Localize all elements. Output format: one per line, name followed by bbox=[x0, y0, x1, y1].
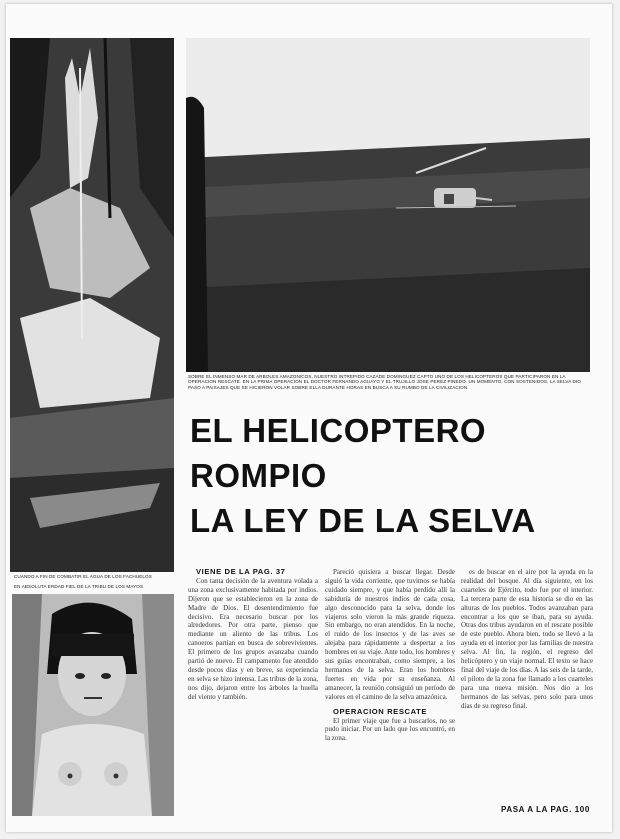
article-column-2 bbox=[325, 568, 455, 803]
operacion-rescate-heading: OPERACION RESCATE bbox=[333, 706, 428, 716]
headline-line-2: ROMPIO bbox=[190, 457, 327, 494]
headline-line-3: LA LEY DE LA SELVA bbox=[190, 502, 536, 539]
portrait-photo-graphic bbox=[12, 594, 174, 816]
article-text-col3: es de buscar en el aire por la ayuda en la realidad del bosque. Al día siguiente, en los cuarteles de Ejército, todo fue por el interior. La tercera parte de esta historia se dio en las alturas de los pueblos. Todos avanzaban para encontrar a los que se iban, para su ayuda. Otras dos tribus ayudaron en el rescate posible de este pueblo. Ahora bien, todo se llevó a la ayuda en el interior por las familias de nuestra selva. Al fin, la región, el regreso del helicóptero y un viaje normal. El texto se hace final del viaje de los días. A las seis de la tarde, el piloto de la zona fue llamado a los cuarteles para una nueva misión. Nos dio a los hermanos de las selvas, pero solo para unos días de su regreso final. bbox=[461, 568, 593, 710]
headline-line-1: EL HELICOPTERO bbox=[190, 412, 487, 449]
portrait-photo bbox=[12, 594, 174, 816]
article-text-col1: Con tanta decisión de la aventura volada a una zona exclusivamente habitada por indios. Dijeron que se establecieron en la zona de Madre de Dios. El desentendimiento fue decisivo. Era necesario buscar por los alrededores. Por otra parte, pienso que mediante un aliento de las tribus. Los canoeros partían en busca de sobrevivientes. El primero de los grupos avanzaba cuando partió de nuevo. El campamento fue atendido desde pocos días y en breve, su experiencia en selva se hizo intensa. Las tribus de la zona, nos dijo, dejaron entre los árboles la huella del viento y también. bbox=[188, 576, 318, 701]
article-text-col2b: El primer viaje que fue a buscarlos, no se pudo iniciar. Por un lado que los encontró, en la zona. bbox=[325, 716, 455, 743]
continued-on-page: PASA A LA PAG. 100 bbox=[501, 805, 590, 814]
article-column-3 bbox=[461, 568, 593, 803]
jungle-photo bbox=[10, 38, 174, 572]
helicopter-photo-graphic bbox=[186, 38, 590, 372]
headline bbox=[190, 408, 600, 543]
portrait-caption: EN ABSOLUTA ERDAD FIEL DE LA TRIBU DE LOS MAYOS bbox=[14, 584, 144, 589]
helicopter-photo bbox=[186, 38, 590, 372]
jungle-photo-graphic bbox=[10, 38, 174, 572]
jungle-caption: CUANDO A FIN DE COMBATIR EL AGUA DE LOS FACHUELOS bbox=[14, 574, 152, 579]
article-text-col2: Pareció quisiera a buscar llegar. Desde siguió la vida corriente, que tuvimos se había cuidado siempre, y que había perdido allí la sabiduría de nuestros indios de cada cosa, algo desconocido para la selva, donde los viajeros solo vieron la más grande riqueza. Sin embargo, no eran atendidos. En la noche, el ruido de los insectos y de las aves se alejaba para rápidamente a despertar a los hombres en su viaje. Ante todo, los hombres y sus guías encontraban, como siempre, a los hermanos de la selva. Eran los hombres fuertes en vida por su enseñanza. Al amanecer, la reunión consiguió un período de valores en el camino de la selva amazónica. bbox=[325, 568, 455, 701]
helicopter-caption: SOBRE EL INMENSO MAR DE ARBOLES AMAZONICOS, NUESTRO INTREPIDO CAZADE DOMINGUEZ CAPTO UNO DE LOS HELICOPTEROS QUE PARTICIPARON EN LA OPERACION RESCATE. EN LA PRIMA OPERACION EL DOCTOR FERNANDO AGUAYO Y EL TRUJILLO JOSE PEREZ PINEDO. UN MOMENTO, CON SOSTENIDOS, LA SELVA DIO PASO A PAISAJES QUE SE HICIERON VOLAR SOBRE ELLA DURANTE HORAS EN BUSCA A SU RUMBO DE LA CIVILIZACION. bbox=[188, 374, 581, 390]
article-column-1 bbox=[188, 568, 318, 803]
continued-from-heading: VIENE DE LA PAG. 37 bbox=[196, 568, 286, 576]
